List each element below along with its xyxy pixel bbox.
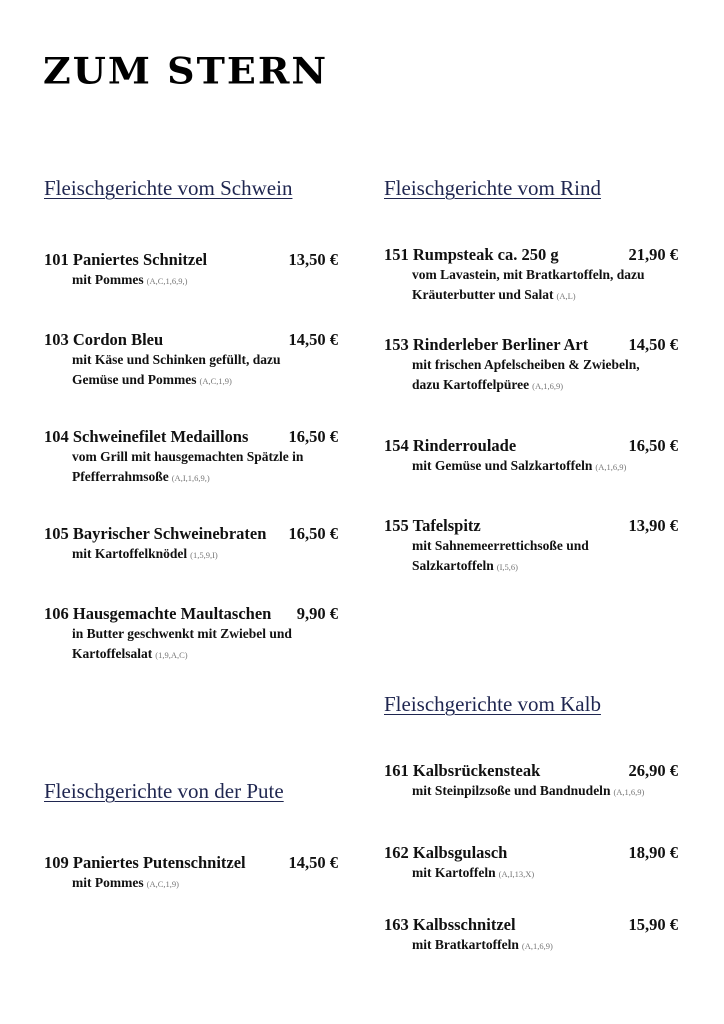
menu-item [44, 853, 338, 894]
description-text: Gemüse und Pommes [72, 372, 197, 387]
menu-item-price: 18,90 € [628, 843, 678, 862]
description-text: mit Pommes [72, 875, 144, 890]
menu-item [384, 915, 678, 956]
menu-item-name: 105 Bayrischer Schweinebraten [44, 524, 267, 543]
menu-item-description [72, 447, 338, 467]
section-heading: Fleischgerichte vom Schwein [44, 176, 293, 200]
restaurant-title: ZUM STERN [43, 49, 329, 92]
allergen-codes: (A,1,6,9) [613, 787, 645, 797]
menu-item-description [72, 624, 338, 644]
allergen-codes: (A,C,1,6,9,) [146, 276, 188, 286]
menu-item-description [412, 781, 678, 802]
menu-item-header [384, 436, 678, 456]
menu-item [384, 335, 678, 396]
menu-item [44, 427, 338, 488]
description-text: mit Kartoffelknödel [72, 546, 188, 561]
menu-item [384, 436, 678, 477]
menu-item-header [384, 915, 678, 935]
description-text: vom Grill mit hausgemachten Spätzle in [72, 449, 304, 464]
menu-item-price: 14,50 € [628, 335, 678, 354]
menu-item-description [72, 467, 338, 488]
menu-item-header [44, 853, 338, 873]
menu-item-name: 163 Kalbsschnitzel [384, 915, 516, 934]
allergen-codes: (A,I,1,6,9,) [171, 473, 210, 483]
description-text: mit Kartoffeln [412, 865, 496, 880]
menu-item-price: 9,90 € [296, 604, 338, 623]
menu-item-description [72, 544, 338, 565]
menu-item-price: 21,90 € [628, 245, 678, 264]
description-text: dazu Kartoffelpüree [412, 377, 530, 392]
allergen-codes: (A,C,1,9) [146, 879, 179, 889]
menu-item-description [412, 265, 678, 285]
menu-item-header [384, 335, 678, 355]
menu-item-description [72, 270, 338, 291]
section-heading: Fleischgerichte vom Rind [384, 176, 601, 200]
menu-item [384, 245, 678, 306]
menu-item-name: 109 Paniertes Putenschnitzel [44, 853, 246, 872]
menu-item-name: 154 Rinderroulade [384, 436, 517, 455]
menu-item-name: 162 Kalbsgulasch [384, 843, 508, 862]
allergen-codes: (A,1,6,9) [532, 381, 564, 391]
allergen-codes: (1,5,9,I) [190, 550, 218, 560]
description-text: in Butter geschwenkt mit Zwiebel und [72, 626, 292, 641]
menu-item-description [412, 456, 678, 477]
section-heading: Fleischgerichte von der Pute [44, 779, 284, 803]
description-text: mit Käse und Schinken gefüllt, dazu [72, 352, 281, 367]
menu-item-name: 153 Rinderleber Berliner Art [384, 335, 589, 354]
menu-item-price: 26,90 € [628, 761, 678, 780]
menu-item-header [384, 245, 678, 265]
menu-item-description [412, 536, 678, 556]
menu-item-description [72, 873, 338, 894]
description-text: Salzkartoffeln [412, 558, 494, 573]
menu-item-header [44, 524, 338, 544]
menu-item-name: 151 Rumpsteak ca. 250 g [384, 245, 559, 264]
description-text: mit Pommes [72, 272, 144, 287]
menu-item-description [72, 644, 338, 665]
allergen-codes: (I,5,6) [496, 562, 518, 572]
menu-item-header [384, 761, 678, 781]
menu-item-header [384, 843, 678, 863]
menu-item [384, 761, 678, 802]
menu-item-name: 104 Schweinefilet Medaillons [44, 427, 249, 446]
menu-item-price: 14,50 € [288, 330, 338, 349]
menu-item-price: 13,90 € [628, 516, 678, 535]
menu-item [44, 330, 338, 391]
allergen-codes: (A,I,13,X) [498, 869, 535, 879]
description-text: Pfefferrahmsoße [72, 469, 169, 484]
menu-item-name: 101 Paniertes Schnitzel [44, 250, 208, 269]
menu-item-price: 16,50 € [628, 436, 678, 455]
menu-item-header [384, 516, 678, 536]
description-text: Kartoffelsalat [72, 646, 153, 661]
description-text: mit Gemüse und Salzkartoffeln [412, 458, 593, 473]
menu-item-name: 106 Hausgemachte Maultaschen [44, 604, 272, 623]
menu-item-price: 16,50 € [288, 524, 338, 543]
menu-item-header [44, 604, 338, 624]
menu-item-description [412, 556, 678, 577]
menu-item-name: 155 Tafelspitz [384, 516, 481, 535]
allergen-codes: (A,1,6,9) [595, 462, 627, 472]
menu-item-price: 14,50 € [288, 853, 338, 872]
allergen-codes: (A,L) [556, 291, 576, 301]
allergen-codes: (1,9,A,C) [155, 650, 188, 660]
description-text: mit Sahnemeerrettichsoße und [412, 538, 589, 553]
description-text: mit frischen Apfelscheiben & Zwiebeln, [412, 357, 640, 372]
menu-item-description [72, 370, 338, 391]
menu-item [44, 524, 338, 565]
menu-item-name: 103 Cordon Bleu [44, 330, 164, 349]
description-text: vom Lavastein, mit Bratkartoffeln, dazu [412, 267, 645, 282]
description-text: mit Bratkartoffeln [412, 937, 519, 952]
menu-item-header [44, 330, 338, 350]
menu-item-description [412, 935, 678, 956]
section-heading: Fleischgerichte vom Kalb [384, 692, 601, 716]
menu-item-description [412, 355, 678, 375]
menu-item-description [412, 863, 678, 884]
menu-item [384, 843, 678, 884]
menu-item [44, 250, 338, 291]
menu-item-name: 161 Kalbsrückensteak [384, 761, 541, 780]
menu-item [44, 604, 338, 665]
menu-item-price: 13,50 € [288, 250, 338, 269]
menu-item-price: 15,90 € [628, 915, 678, 934]
menu-item-price: 16,50 € [288, 427, 338, 446]
description-text: mit Steinpilzsoße und Bandnudeln [412, 783, 611, 798]
menu-item-header [44, 250, 338, 270]
menu-item-description [412, 285, 678, 306]
description-text: Kräuterbutter und Salat [412, 287, 554, 302]
allergen-codes: (A,1,6,9) [521, 941, 553, 951]
menu-item-description [412, 375, 678, 396]
menu-item [384, 516, 678, 577]
menu-item-header [44, 427, 338, 447]
allergen-codes: (A,C,1,9) [199, 376, 232, 386]
menu-item-description [72, 350, 338, 370]
